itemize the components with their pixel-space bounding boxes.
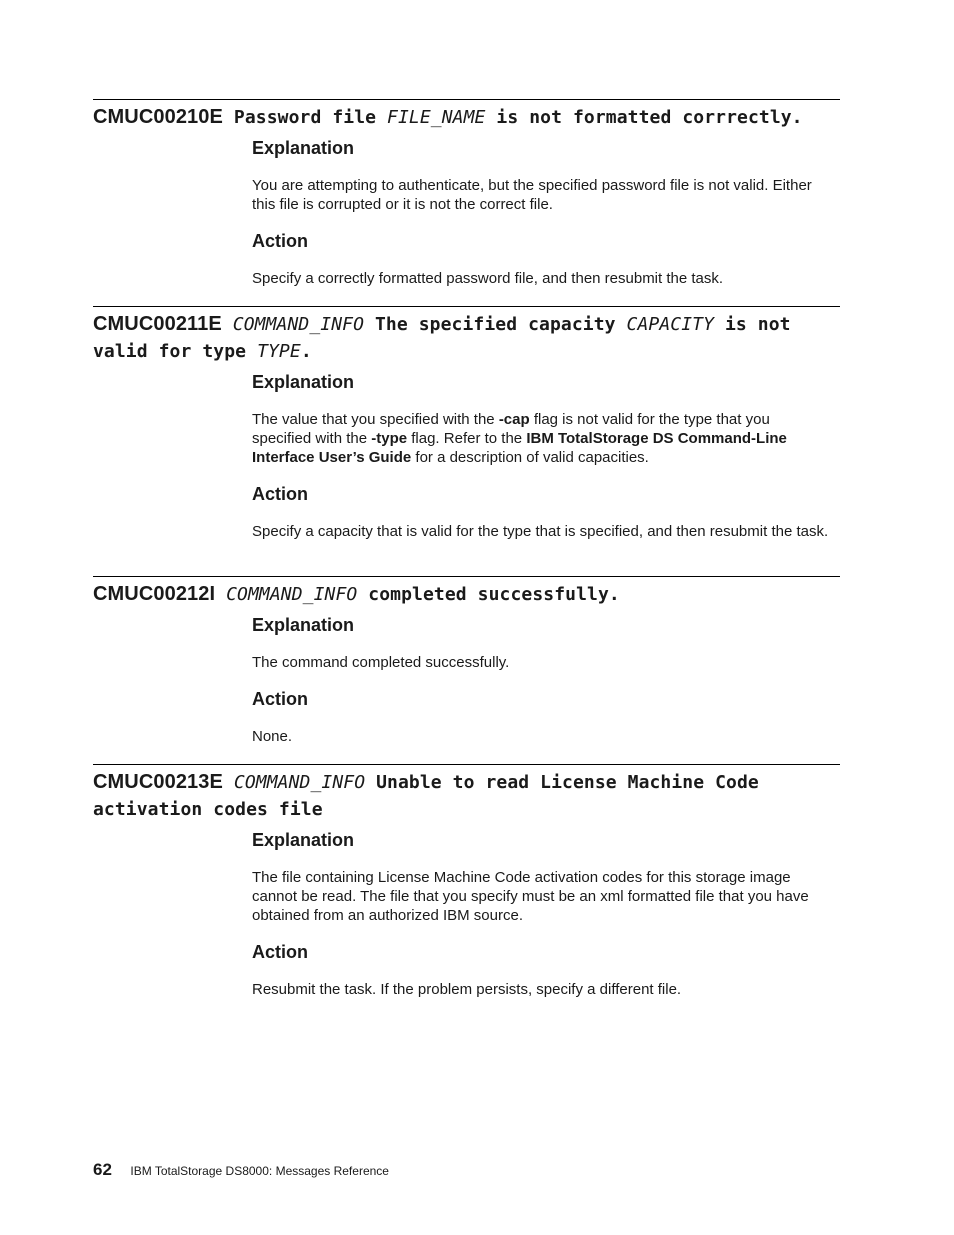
- message-body: [252, 137, 832, 288]
- explanation-heading: Explanation: [252, 372, 355, 392]
- message-text: is not formatted corrrectly.: [485, 107, 803, 128]
- explanation-text: [252, 176, 832, 214]
- message-body: [252, 829, 832, 999]
- message-block: [93, 764, 840, 999]
- book-title: IBM TotalStorage DS8000: Messages Reference: [130, 1164, 389, 1178]
- message-variable: CAPACITY: [626, 314, 715, 335]
- message-title: [93, 311, 840, 365]
- message-code: CMUC00210E: [93, 106, 223, 128]
- section-rule: [93, 764, 840, 765]
- message-text: Password file: [222, 107, 388, 128]
- message-title: [93, 769, 840, 823]
- explanation-run: flag is not valid for the type that you specified with the: [252, 411, 770, 447]
- message-text: [222, 314, 233, 335]
- message-title: [93, 581, 840, 608]
- explanation-heading: Explanation: [252, 830, 355, 850]
- message-text: .: [300, 341, 312, 362]
- explanation-run: for a description of valid capacities.: [411, 449, 649, 466]
- explanation-run: The command completed successfully.: [252, 654, 510, 671]
- message-text: is not valid for type: [93, 314, 802, 362]
- message-variable: COMMAND_INFO: [233, 772, 366, 793]
- message-body: [252, 371, 832, 541]
- section-rule: [93, 306, 840, 307]
- action-heading: Action: [252, 231, 308, 251]
- message-code: CMUC00212I: [93, 583, 216, 605]
- explanation-emphasis: -type: [371, 430, 408, 447]
- message-code: CMUC00213E: [93, 771, 223, 793]
- message-variable: TYPE: [257, 341, 301, 362]
- message-variable: COMMAND_INFO: [226, 584, 358, 605]
- explanation-emphasis: IBM TotalStorage DS Command-Line Interface User’s Guide: [252, 430, 787, 466]
- action-heading: Action: [252, 484, 308, 504]
- action-heading: Action: [252, 942, 308, 962]
- message-text: [215, 584, 226, 605]
- section-rule: [93, 576, 840, 577]
- action-text: Specify a correctly formatted password file, and then resubmit the task.: [252, 270, 724, 287]
- explanation-run: You are attempting to authenticate, but the specified password file is not valid. Either this file is corrupted or it is not the correct file.: [252, 177, 812, 213]
- explanation-heading: Explanation: [252, 138, 355, 158]
- message-block: [93, 306, 840, 541]
- page-footer: [93, 1160, 389, 1180]
- explanation-run: flag. Refer to the: [407, 430, 527, 447]
- action-text: Specify a capacity that is valid for the type that is specified, and then resubmit the task.: [252, 523, 829, 540]
- message-block: [93, 99, 840, 288]
- message-code: CMUC00211E: [93, 313, 222, 335]
- message-body: [252, 614, 832, 746]
- explanation-text: [252, 868, 832, 925]
- message-text: [223, 772, 234, 793]
- action-text: Resubmit the task. If the problem persists, specify a different file.: [252, 981, 682, 998]
- action-text: None.: [252, 728, 293, 745]
- message-text: completed successfully.: [357, 584, 620, 605]
- explanation-heading: Explanation: [252, 615, 355, 635]
- explanation-text: [252, 410, 832, 467]
- explanation-text: [252, 653, 832, 672]
- message-block: [93, 576, 840, 746]
- explanation-emphasis: -cap: [498, 411, 530, 428]
- message-variable: COMMAND_INFO: [232, 314, 365, 335]
- message-title: [93, 104, 840, 131]
- message-text: Unable to read License Machine Code activation codes file: [93, 772, 770, 820]
- message-text: The specified capacity: [364, 314, 627, 335]
- explanation-run: The value that you specified with the: [252, 411, 499, 428]
- page-number: 62: [93, 1160, 112, 1179]
- section-rule: [93, 99, 840, 100]
- message-variable: FILE_NAME: [387, 107, 486, 128]
- explanation-run: The file containing License Machine Code activation codes for this storage image cannot be read. The file that you specify must be an xml formatted file that you have obtained from an authorized IBM source.: [252, 869, 809, 924]
- action-heading: Action: [252, 689, 308, 709]
